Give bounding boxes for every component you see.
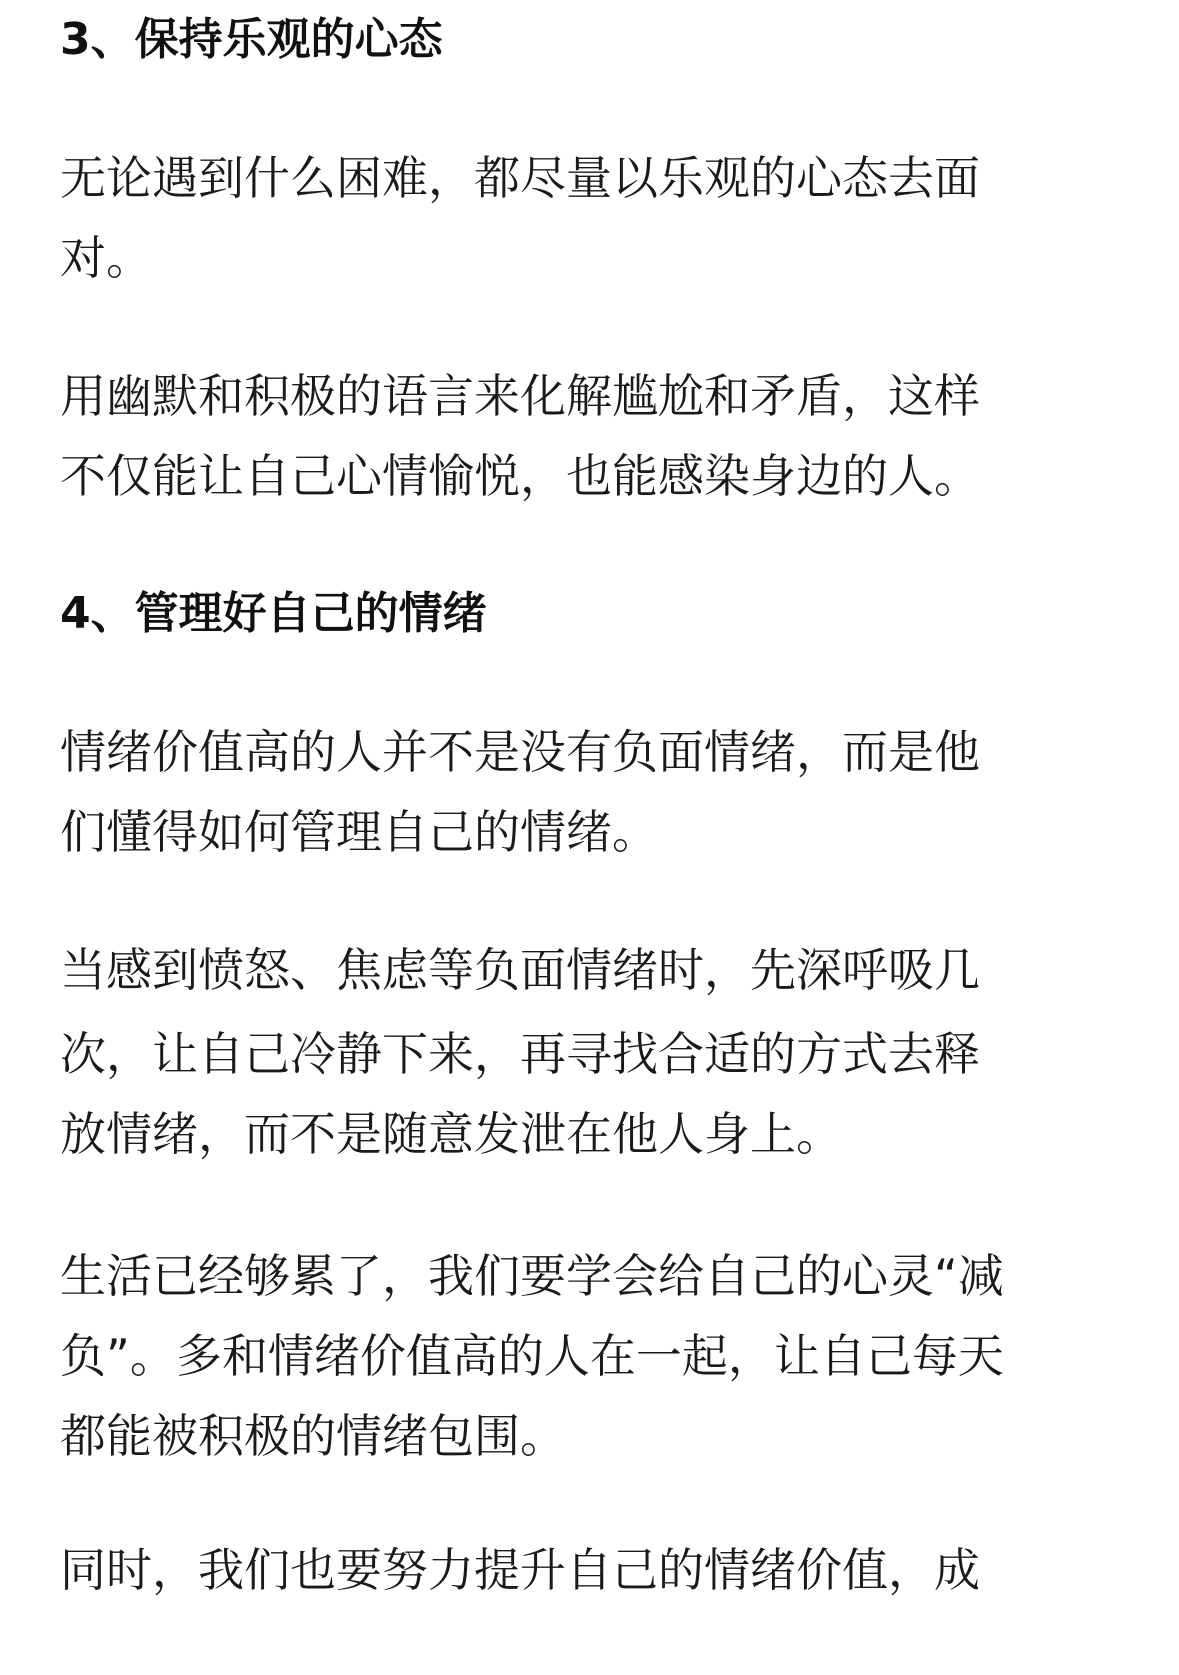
section-heading-4: 4、管理好自己的情绪 xyxy=(60,588,487,639)
paragraph-line: 生活已经够累了，我们要学会给自己的心灵“减 xyxy=(60,1249,1004,1303)
paragraph-line: 用幽默和积极的语言来化解尴尬和矛盾，这样 xyxy=(60,369,980,423)
paragraph-line: 情绪价值高的人并不是没有负面情绪，而是他 xyxy=(60,725,980,779)
paragraph-line: 对。 xyxy=(60,231,152,285)
paragraph-line: 不仅能让自己心情愉悦，也能感染身边的人。 xyxy=(60,449,980,503)
section-heading-3: 3、保持乐观的心态 xyxy=(60,14,443,65)
paragraph-line: 都能被积极的情绪包围。 xyxy=(60,1409,566,1463)
paragraph-line: 负”。多和情绪价值高的人在一起，让自己每天 xyxy=(60,1329,1004,1383)
paragraph-line: 当感到愤怒、焦虑等负面情绪时，先深呼吸几 xyxy=(60,943,980,997)
paragraph-line: 次，让自己冷静下来，再寻找合适的方式去释 xyxy=(60,1027,980,1081)
paragraph-line: 放情绪，而不是随意发泄在他人身上。 xyxy=(60,1107,842,1161)
paragraph-line: 们懂得如何管理自己的情绪。 xyxy=(60,805,658,859)
paragraph-line: 同时，我们也要努力提升自己的情绪价值，成 xyxy=(60,1543,980,1597)
paragraph-line: 无论遇到什么困难，都尽量以乐观的心态去面 xyxy=(60,151,980,205)
